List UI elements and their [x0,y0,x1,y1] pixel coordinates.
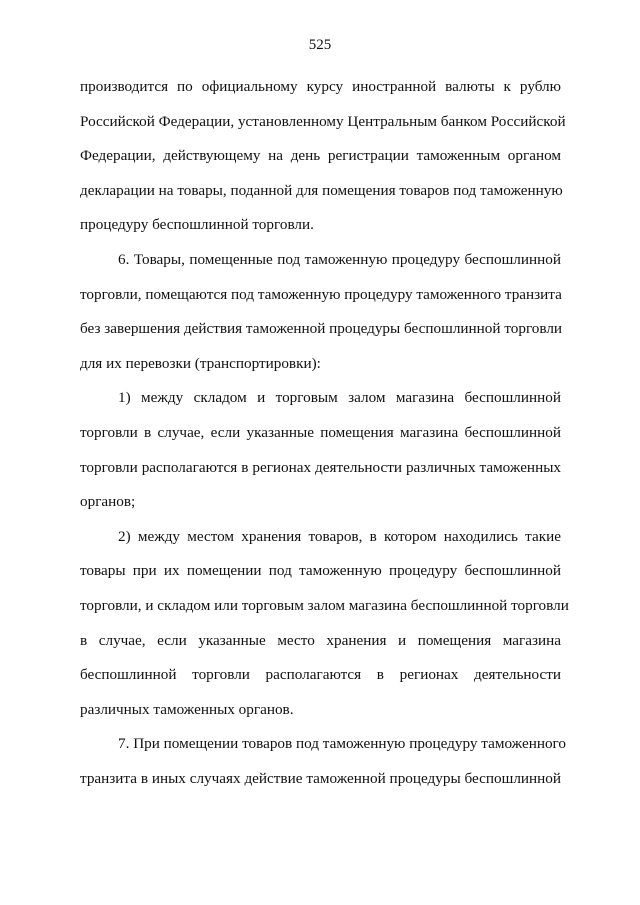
text-line: для их перевозки (транспортировки): [80,354,321,372]
text-line: торговли, помещаются под таможенную процедуру таможенного транзита [80,285,562,303]
text-line: в случае, если указанные место хранения и помещения магазина [80,631,561,649]
item-2-first-line: 2) между местом хранения товаров, в котором находились такие [118,527,561,545]
text-line: Российской Федерации, установленному Центральным банком Российской [80,112,566,130]
text-line: декларации на товары, поданной для помещения товаров под таможенную [80,181,563,199]
text-line: торговли в случае, если указанные помещения магазина беспошлинной [80,423,561,441]
text-line: органов; [80,493,136,511]
text-line: процедуру беспошлинной торговли. [80,216,314,234]
item-1-first-line: 1) между складом и торговым залом магазина беспошлинной [118,389,561,407]
text-line: беспошлинной торговли располагаются в регионах деятельности [80,666,561,684]
text-line: без завершения действия таможенной процедуры беспошлинной торговли [80,320,563,338]
text-line: торговли располагаются в регионах деятельности различных таможенных [80,458,561,476]
paragraph-6-first-line: 6. Товары, помещенные под таможенную процедуру беспошлинной [118,250,561,268]
text-line: производится по официальному курсу иностранной валюты к рублю [80,78,561,95]
text-line: Федерации, действующему на день регистрации таможенным органом [80,147,561,165]
text-line: транзита в иных случаях действие таможенной процедуры беспошлинной [80,769,561,787]
text-line: товары при их помещении под таможенную процедуру беспошлинной [80,562,561,580]
text-line: торговли, и складом или торговым залом магазина беспошлинной торговли [80,596,569,614]
page-number: 525 [308,37,332,53]
document-body [80,70,569,796]
text-line: различных таможенных органов. [80,700,294,718]
paragraph-7-first-line: 7. При помещении товаров под таможенную процедуру таможенного [118,735,566,753]
